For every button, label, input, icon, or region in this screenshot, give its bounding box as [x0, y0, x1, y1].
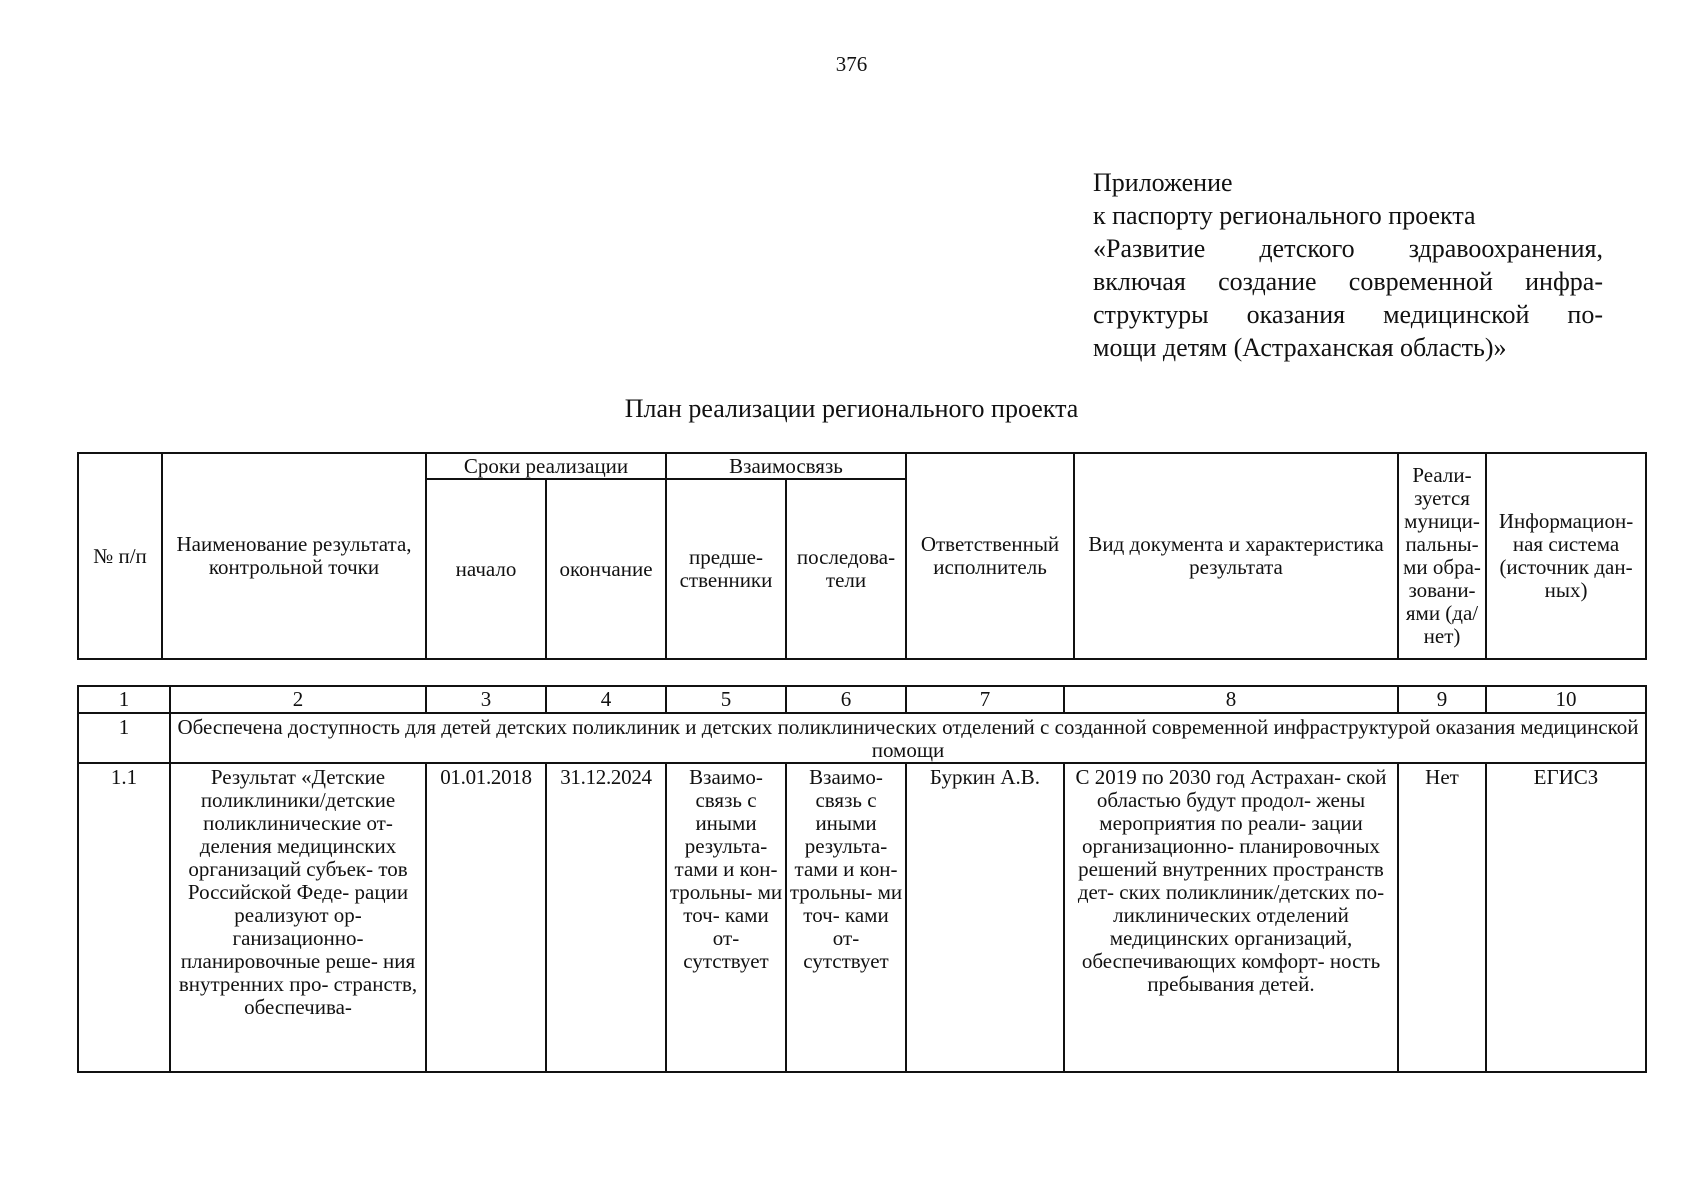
row-successors: Взаимо- связь с иными результа- тами и кон- трольны- ми точ- ками от- сутствует	[786, 763, 906, 1072]
column-number: 6	[786, 686, 906, 713]
header-start: начало	[426, 479, 546, 659]
plan-body-table	[77, 685, 1647, 1073]
row-end-date: 31.12.2024	[546, 763, 666, 1072]
header-executor: Ответственный исполнитель	[906, 453, 1074, 659]
row-municipal: Нет	[1398, 763, 1486, 1072]
header-predecessors: предше- ственники	[666, 479, 786, 659]
appendix-line: структуры оказания медицинской по-	[1093, 300, 1603, 329]
document-title: План реализации регионального проекта	[624, 394, 1079, 423]
row-info-system: ЕГИСЗ	[1486, 763, 1646, 1072]
row-predecessors: Взаимо- связь с иными результа- тами и кон- трольны- ми точ- ками от- сутствует	[666, 763, 786, 1072]
row-start-date: 01.01.2018	[426, 763, 546, 1072]
header-successors: последова- тели	[786, 479, 906, 659]
appendix-line: включая создание современной инфра-	[1093, 267, 1603, 296]
column-number: 7	[906, 686, 1064, 713]
column-number: 2	[170, 686, 426, 713]
row-number: 1.1	[78, 763, 170, 1072]
table-row	[78, 763, 1646, 1072]
row-result-name: Результат «Детские поликлиники/детские поликлинические от- деления медицинских организаций субъек- тов Российской Феде- рации реализуют ор- ганизационно- планировочные реше- ния внутренних про- странств, обеспечива-	[170, 763, 426, 1072]
column-number: 4	[546, 686, 666, 713]
header-doc-type: Вид документа и характеристика результата	[1074, 453, 1398, 659]
header-num: № п/п	[78, 453, 162, 659]
column-number: 1	[78, 686, 170, 713]
header-terms: Сроки реализации	[426, 453, 666, 479]
appendix-line: к паспорту регионального проекта	[1093, 201, 1476, 230]
column-number: 9	[1398, 686, 1486, 713]
appendix-line: «Развитие детского здравоохранения,	[1093, 234, 1603, 263]
row-doc-type: С 2019 по 2030 год Астрахан- ской областью будут продол- жены мероприятия по реали- зации организационно- планировочных решений внутренних пространств дет- ских поликлиник/детских по- ликлинических отделений медицинских организаций, обеспечивающих комфорт- ность пребывания детей.	[1064, 763, 1398, 1072]
column-number: 5	[666, 686, 786, 713]
plan-header-table	[77, 452, 1647, 660]
header-info-system: Информацион- ная система (источник дан- ных)	[1486, 453, 1646, 659]
section-row	[78, 713, 1646, 763]
column-number: 10	[1486, 686, 1646, 713]
column-number-row	[78, 686, 1646, 713]
column-number: 8	[1064, 686, 1398, 713]
header-name: Наименование результата, контрольной точки	[162, 453, 426, 659]
section-number: 1	[78, 713, 170, 763]
column-number: 3	[426, 686, 546, 713]
header-relation: Взаимосвязь	[666, 453, 906, 479]
appendix-line: Приложение	[1093, 168, 1233, 197]
header-end: окончание	[546, 479, 666, 659]
header-municipal: Реали- зуется муници- пальны- ми обра- зовани- ями (да/нет)	[1398, 453, 1486, 659]
row-executor: Буркин А.В.	[906, 763, 1064, 1072]
appendix-line: мощи детям (Астраханская область)»	[1093, 333, 1507, 362]
section-title: Обеспечена доступность для детей детских поликлиник и детских поликлинических отделений с созданной современной инфраструктурой оказания медицинской помощи	[170, 713, 1646, 763]
appendix-heading	[1093, 166, 1603, 364]
page-number: 376	[835, 52, 868, 76]
